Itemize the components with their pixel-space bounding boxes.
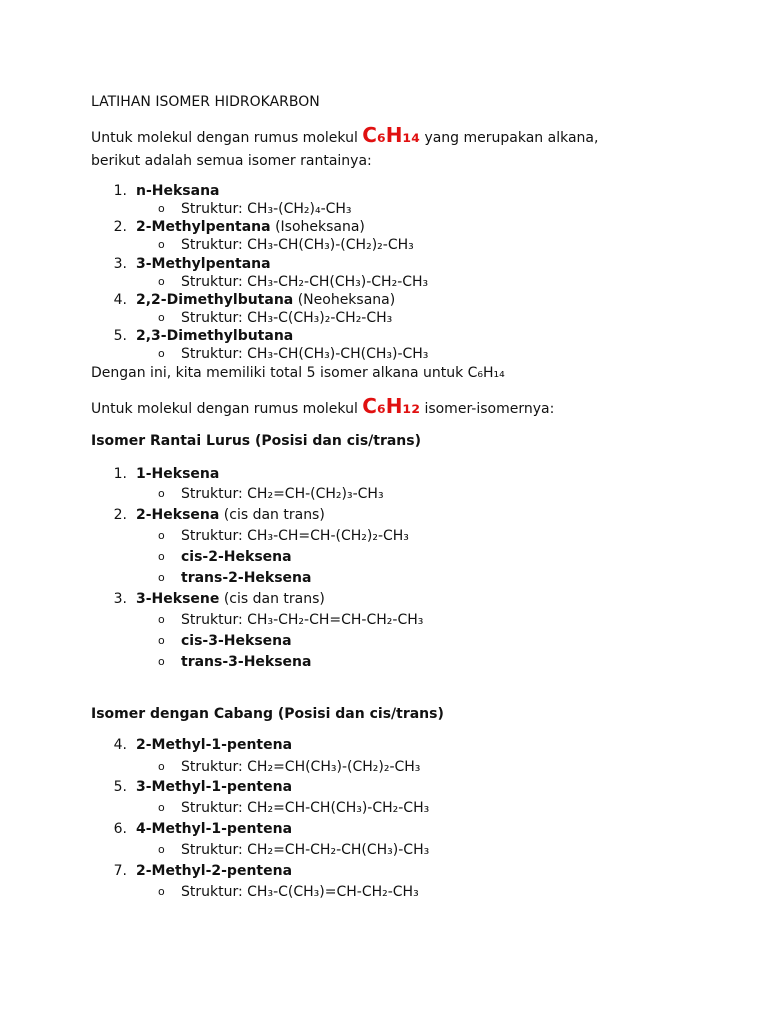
isomer-name: 1-Heksena <box>136 466 220 482</box>
list-number: 7. <box>113 863 127 879</box>
intro-c6h14 <box>91 123 599 147</box>
intro-c6h12-before: Untuk molekul dengan rumus molekul <box>91 401 358 417</box>
bullet-icon: o <box>158 634 165 647</box>
bullet-icon: o <box>158 655 165 668</box>
list-number: 5. <box>113 779 127 795</box>
bullet-icon: o <box>158 238 165 251</box>
bullet-icon: o <box>158 202 165 215</box>
isomer-name: 3-Methyl-1-pentena <box>136 779 293 795</box>
list-number: 2. <box>113 219 127 235</box>
isomer-variant: cis-3-Heksena <box>181 633 292 649</box>
intro-c6h14-line2: berikut adalah semua isomer rantainya: <box>91 153 372 169</box>
structure-text: Struktur: CH₃-CH(CH₃)-(CH₂)₂-CH₃ <box>181 237 414 253</box>
list-number: 2. <box>113 507 127 523</box>
bullet-icon: o <box>158 487 165 500</box>
isomer-name: 2-Methyl-1-pentena <box>136 737 293 753</box>
isomer-name: 2-Heksena <box>136 507 220 523</box>
intro-c6h14-after: yang merupakan alkana, <box>424 130 599 146</box>
structure-text: Struktur: CH₂=CH-CH₂-CH(CH₃)-CH₃ <box>181 842 430 858</box>
list-item <box>136 736 292 754</box>
bullet-icon: o <box>158 843 165 856</box>
bullet-icon: o <box>158 529 165 542</box>
isomer-variant: trans-3-Heksena <box>181 654 312 670</box>
isomer-note: (cis dan trans) <box>223 591 325 607</box>
structure-text: Struktur: CH₃-CH(CH₃)-CH(CH₃)-CH₃ <box>181 346 429 362</box>
formula-c6h12: C₆H₁₂ <box>362 394 420 418</box>
intro-c6h12 <box>91 394 555 418</box>
list-number: 5. <box>113 328 127 344</box>
list-number: 1. <box>113 183 127 199</box>
isomer-note: (Neoheksana) <box>297 292 396 308</box>
isomer-name: n-Heksana <box>136 183 220 199</box>
isomer-name: 2-Methyl-2-pentena <box>136 863 293 879</box>
list-item <box>136 327 293 345</box>
structure-text: Struktur: CH₃-CH=CH-(CH₂)₂-CH₃ <box>181 528 409 544</box>
bullet-icon: o <box>158 550 165 563</box>
list-item <box>136 218 365 236</box>
list-number: 3. <box>113 256 127 272</box>
list-number: 3. <box>113 591 127 607</box>
bullet-icon: o <box>158 613 165 626</box>
bullet-icon: o <box>158 571 165 584</box>
list-number: 1. <box>113 466 127 482</box>
intro-c6h14-before: Untuk molekul dengan rumus molekul <box>91 130 358 146</box>
isomer-name: 4-Methyl-1-pentena <box>136 821 293 837</box>
isomer-name: 2-Methylpentana <box>136 219 271 235</box>
intro-c6h12-after: isomer-isomernya: <box>424 401 555 417</box>
structure-text: Struktur: CH₃-CH₂-CH=CH-CH₂-CH₃ <box>181 612 424 628</box>
isomer-variant: cis-2-Heksena <box>181 549 292 565</box>
bullet-icon: o <box>158 347 165 360</box>
isomer-name: 2,3-Dimethylbutana <box>136 328 294 344</box>
summary-c6h14: Dengan ini, kita memiliki total 5 isomer alkana untuk C₆H₁₄ <box>91 365 505 381</box>
isomer-note: (cis dan trans) <box>223 507 325 523</box>
list-number: 6. <box>113 821 127 837</box>
bullet-icon: o <box>158 275 165 288</box>
isomer-note: (Isoheksana) <box>275 219 365 235</box>
isomer-variant: trans-2-Heksena <box>181 570 312 586</box>
list-item <box>136 506 325 524</box>
list-item <box>136 862 292 880</box>
list-item <box>136 590 325 608</box>
bullet-icon: o <box>158 760 165 773</box>
isomer-name: 2,2-Dimethylbutana <box>136 292 294 308</box>
list-item <box>136 465 219 483</box>
list-item <box>136 820 292 838</box>
bullet-icon: o <box>158 311 165 324</box>
list-item <box>136 182 220 200</box>
list-number: 4. <box>113 292 127 308</box>
structure-text: Struktur: CH₃-(CH₂)₄-CH₃ <box>181 201 352 217</box>
bullet-icon: o <box>158 801 165 814</box>
heading-branched: Isomer dengan Cabang (Posisi dan cis/trans) <box>91 706 444 722</box>
structure-text: Struktur: CH₃-C(CH₃)₂-CH₂-CH₃ <box>181 310 393 326</box>
bullet-icon: o <box>158 885 165 898</box>
isomer-name: 3-Heksene <box>136 591 220 607</box>
list-item <box>136 291 395 309</box>
structure-text: Struktur: CH₂=CH-CH(CH₃)-CH₂-CH₃ <box>181 800 430 816</box>
formula-c6h14: C₆H₁₄ <box>362 123 420 147</box>
list-number: 4. <box>113 737 127 753</box>
structure-text: Struktur: CH₃-CH₂-CH(CH₃)-CH₂-CH₃ <box>181 274 429 290</box>
isomer-name: 3-Methylpentana <box>136 256 271 272</box>
heading-straight-chain: Isomer Rantai Lurus (Posisi dan cis/trans) <box>91 433 422 449</box>
structure-text: Struktur: CH₂=CH(CH₃)-(CH₂)₂-CH₃ <box>181 759 421 775</box>
page-title: LATIHAN ISOMER HIDROKARBON <box>91 94 320 110</box>
structure-text: Struktur: CH₃-C(CH₃)=CH-CH₂-CH₃ <box>181 884 419 900</box>
structure-text: Struktur: CH₂=CH-(CH₂)₃-CH₃ <box>181 486 384 502</box>
list-item <box>136 778 292 796</box>
list-item <box>136 255 271 273</box>
